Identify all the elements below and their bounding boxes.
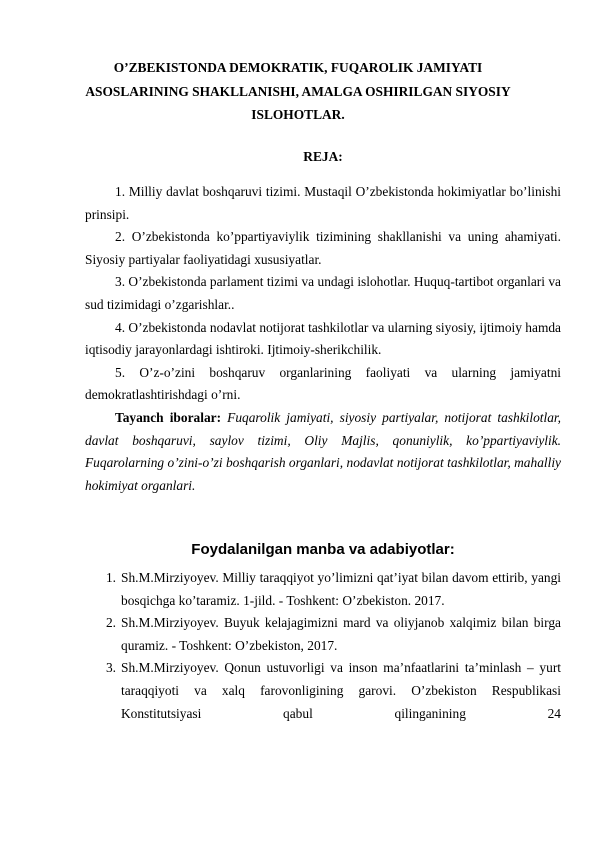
reference-text: Sh.M.Mirziyoyev. Buyuk kelajagimizni mard va oliyjanob xalqimiz bilan birga quramiz. - Toshkent: O’zbekiston, 2017. [121, 615, 561, 653]
reference-item [85, 612, 561, 657]
references-list [85, 567, 561, 725]
plan-heading: REJA: [303, 149, 343, 164]
reference-number: 3. [105, 660, 116, 676]
plan-item: 1. Milliy davlat boshqaruvi tizimi. Mustaqil O’zbekistonda hokimiyatlar bo’linishi prinsipi. [85, 184, 561, 222]
document-title: O’ZBEKISTONDA DEMOKRATIK, FUQAROLIK JAMIYATI ASOSLARINING SHAKLLANISHI, AMALGA OSHIRILGAN SIYOSIY ISLOHOTLAR. [85, 60, 511, 122]
reference-number: 2. [105, 615, 116, 631]
reference-number: 1. [105, 570, 116, 585]
plan-item: 2. O’zbekistonda ko’ppartiyaviylik tizimining shakllanishi va uning ahamiyati. Siyosiy partiyalar faoliyatidagi xususiyatlar. [85, 229, 561, 267]
keywords-label: Tayanch iboralar: [115, 409, 222, 425]
reference-text: Sh.M.Mirziyoyev. Qonun ustuvorligi va inson ma’nfaatlarini ta’minlash – yurt taraqqiyoti va xalq farovonligining garovi. O’zbekiston Respublikasi Konstitutsiyasi qabul qilinganining 24 [121, 660, 561, 721]
plan-body [85, 181, 561, 497]
reference-item [85, 567, 561, 612]
plan-item: 5. O’z-o’zini boshqaruv organlarining faoliyati va ularning jamiyatni demokratlashtirishdagi o’rni. [85, 364, 561, 403]
references-heading: Foydalanilgan manba va adabiyotlar: [191, 541, 455, 558]
reference-item [85, 657, 561, 725]
keywords-paragraph [85, 407, 561, 497]
reference-text: Sh.M.Mirziyoyev. Milliy taraqqiyot yo’limizni qat’iyat bilan davom ettirib, yangi bosqichga ko’taramiz. 1-jild. - Toshkent: O’zbekiston. 2017. [121, 570, 561, 608]
plan-item: 3. O’zbekistonda parlament tizimi va undagi islohotlar. Huquq-tartibot organlari va sud tizimidagi o’zgarishlar.. [85, 274, 561, 312]
keywords-text: Fuqarolik jamiyati, siyosiy partiyalar, notijorat tashkilotlar, davlat boshqaruvi, saylov tizimi, Oliy Majlis, qonuniylik, ko’ppartiyaviylik. Fuqarolarning o’zini-o’zi boshqarish organlari, nodavlat notijorat tashkilotlar, mahalliy hokimiyat organlari. [85, 409, 561, 493]
plan-item: 4. O’zbekistonda nodavlat notijorat tashkilotlar va ularning siyosiy, ijtimoiy hamda iqtisodiy jarayonlardagi ishtiroki. Ijtimoiy-sherikchilik. [85, 319, 561, 358]
